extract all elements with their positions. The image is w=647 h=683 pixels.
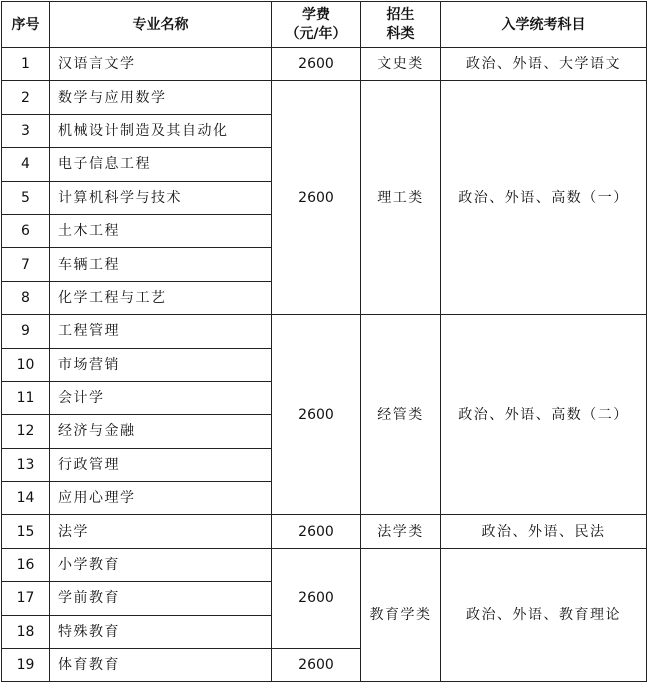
major-name: 电子信息工程 xyxy=(50,148,272,181)
major-name: 会计学 xyxy=(50,381,272,414)
enrollment-category: 理工类 xyxy=(361,81,441,315)
enrollment-category: 教育学类 xyxy=(361,548,441,682)
exam-subjects: 政治、外语、大学语文 xyxy=(441,48,647,81)
enrollment-category: 文史类 xyxy=(361,48,441,81)
row-number: 9 xyxy=(2,315,50,348)
header-fee-line2: （元/年） xyxy=(285,25,347,42)
row-number: 16 xyxy=(2,548,50,581)
header-seq: 序号 xyxy=(2,2,50,48)
major-name: 数学与应用数学 xyxy=(50,81,272,114)
table-row xyxy=(2,548,647,581)
header-fee xyxy=(272,2,361,48)
row-number: 6 xyxy=(2,214,50,247)
row-number: 7 xyxy=(2,248,50,281)
row-number: 8 xyxy=(2,281,50,314)
header-category-line1: 招生 xyxy=(386,6,415,23)
major-name: 经济与金融 xyxy=(50,415,272,448)
majors-table xyxy=(1,1,647,682)
enrollment-category: 经管类 xyxy=(361,315,441,515)
row-number: 2 xyxy=(2,81,50,114)
exam-subjects: 政治、外语、教育理论 xyxy=(441,548,647,682)
major-name: 工程管理 xyxy=(50,315,272,348)
major-name: 市场营销 xyxy=(50,348,272,381)
major-name: 应用心理学 xyxy=(50,482,272,515)
row-number: 5 xyxy=(2,181,50,214)
row-number: 17 xyxy=(2,582,50,615)
major-name: 化学工程与工艺 xyxy=(50,281,272,314)
row-number: 11 xyxy=(2,381,50,414)
major-name: 机械设计制造及其自动化 xyxy=(50,114,272,147)
major-name: 小学教育 xyxy=(50,548,272,581)
tuition-fee: 2600 xyxy=(272,48,361,81)
major-name: 土木工程 xyxy=(50,214,272,247)
tuition-fee: 2600 xyxy=(272,649,361,682)
row-number: 4 xyxy=(2,148,50,181)
row-number: 1 xyxy=(2,48,50,81)
tuition-fee: 2600 xyxy=(272,81,361,315)
table-row xyxy=(2,515,647,548)
major-name: 体育教育 xyxy=(50,649,272,682)
header-category xyxy=(361,2,441,48)
row-number: 13 xyxy=(2,448,50,481)
header-major: 专业名称 xyxy=(50,2,272,48)
exam-subjects: 政治、外语、高数（一） xyxy=(441,81,647,315)
major-name: 法学 xyxy=(50,515,272,548)
row-number: 10 xyxy=(2,348,50,381)
row-number: 12 xyxy=(2,415,50,448)
tuition-fee: 2600 xyxy=(272,515,361,548)
row-number: 18 xyxy=(2,615,50,648)
major-name: 学前教育 xyxy=(50,582,272,615)
major-name: 计算机科学与技术 xyxy=(50,181,272,214)
exam-subjects: 政治、外语、民法 xyxy=(441,515,647,548)
row-number: 19 xyxy=(2,649,50,682)
table-row xyxy=(2,81,647,114)
major-name: 特殊教育 xyxy=(50,615,272,648)
table-row xyxy=(2,315,647,348)
header-category-line2: 科类 xyxy=(386,25,415,42)
major-name: 车辆工程 xyxy=(50,248,272,281)
major-name: 汉语言文学 xyxy=(50,48,272,81)
tuition-fee: 2600 xyxy=(272,548,361,648)
row-number: 3 xyxy=(2,114,50,147)
major-name: 行政管理 xyxy=(50,448,272,481)
header-fee-line1: 学费 xyxy=(302,6,330,23)
row-number: 15 xyxy=(2,515,50,548)
tuition-fee: 2600 xyxy=(272,315,361,515)
header-row xyxy=(2,2,647,48)
row-number: 14 xyxy=(2,482,50,515)
exam-subjects: 政治、外语、高数（二） xyxy=(441,315,647,515)
table-row xyxy=(2,48,647,81)
enrollment-category: 法学类 xyxy=(361,515,441,548)
header-exam: 入学统考科目 xyxy=(441,2,647,48)
